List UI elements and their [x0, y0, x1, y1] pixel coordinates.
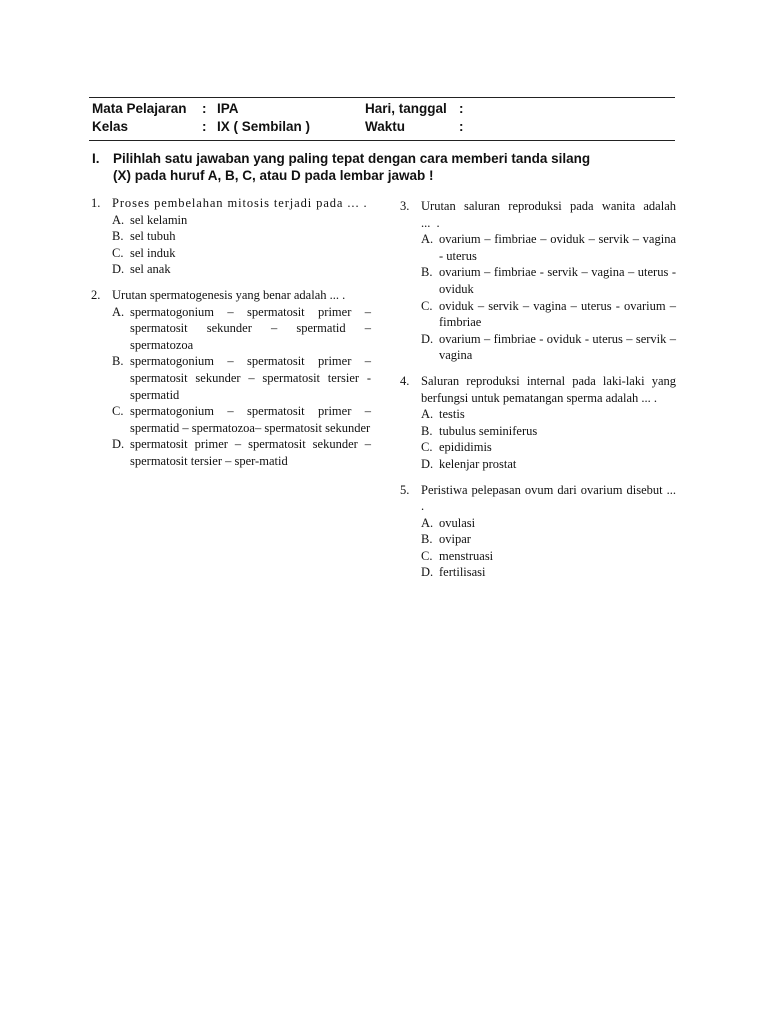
option-text: spermatogonium – spermatosit primer – spermatosit sekunder – spermatid – spermatozoa: [130, 304, 371, 352]
exam-header: [89, 97, 675, 141]
subject-colon: :: [202, 101, 207, 116]
option-c[interactable]: [421, 548, 676, 565]
option-text: ovarium – fimbriae – oviduk – servik – vagina - uterus: [439, 232, 676, 263]
option-letter: B.: [421, 532, 433, 547]
option-letter: A.: [421, 515, 434, 530]
option-letter: C.: [421, 440, 433, 455]
option-text: testis: [439, 407, 465, 422]
question-number: 5.: [400, 482, 410, 497]
option-a[interactable]: [112, 304, 371, 354]
option-letter: A.: [421, 407, 434, 422]
question-number: 3.: [400, 199, 410, 213]
option-letter: A.: [112, 304, 125, 319]
option-d[interactable]: [421, 564, 676, 581]
subject-label: Mata Pelajaran: [92, 101, 187, 116]
question-2: [89, 287, 371, 470]
option-letter: D.: [421, 331, 434, 346]
date-colon: :: [459, 101, 464, 116]
option-d[interactable]: [112, 261, 371, 278]
option-b[interactable]: [421, 264, 676, 297]
option-b[interactable]: [112, 353, 371, 403]
option-list: [421, 231, 676, 364]
option-b[interactable]: [421, 531, 676, 548]
option-list: [421, 515, 676, 581]
option-text: sel tubuh: [130, 229, 176, 244]
time-label: Waktu: [365, 119, 405, 134]
option-list: [112, 304, 371, 470]
class-colon: :: [202, 119, 207, 134]
option-letter: B.: [112, 229, 124, 244]
option-text: spermatosit primer – spermatosit sekunder – spermatosit tersier – sper-matid: [130, 437, 371, 468]
option-text: ovulasi: [439, 515, 476, 530]
option-b[interactable]: [421, 423, 676, 440]
option-text: epididimis: [439, 440, 492, 455]
option-text: sel anak: [130, 262, 171, 277]
option-text: menstruasi: [439, 548, 494, 563]
question-text: Peristiwa pelepasan ovum dari ovarium disebut ... .: [421, 482, 676, 514]
option-text: ovipar: [439, 532, 471, 547]
question-1: [89, 195, 371, 278]
question-number: 2.: [91, 287, 101, 302]
option-letter: C.: [421, 298, 433, 313]
option-text: sel kelamin: [130, 212, 188, 227]
header-row-class: [89, 119, 675, 137]
option-letter: B.: [112, 354, 124, 369]
option-text: oviduk – servik – vagina – uterus - ovarium – fimbriae: [439, 298, 676, 330]
option-c[interactable]: [112, 245, 371, 262]
date-label: Hari, tanggal: [365, 101, 447, 116]
question-number: 1.: [91, 196, 101, 210]
question-number: 4.: [400, 373, 410, 388]
question-4: [398, 373, 676, 473]
right-column: [398, 198, 676, 587]
question-text: Urutan saluran reproduksi pada wanita adalah ... .: [421, 199, 676, 230]
option-letter: D.: [421, 456, 434, 471]
option-a[interactable]: [421, 406, 676, 423]
instruction-text: [113, 151, 648, 184]
option-d[interactable]: [112, 436, 371, 469]
class-value: IX ( Sembilan ): [217, 119, 311, 134]
option-text: fertilisasi: [439, 565, 486, 580]
subject-value: IPA: [217, 101, 239, 116]
option-text: kelenjar prostat: [439, 456, 517, 471]
option-letter: B.: [421, 423, 433, 438]
option-a[interactable]: [421, 231, 676, 264]
option-c[interactable]: [421, 298, 676, 331]
option-letter: D.: [421, 565, 434, 580]
header-row-subject: [89, 101, 675, 119]
option-letter: D.: [112, 262, 125, 277]
option-a[interactable]: [112, 212, 371, 229]
option-text: spermatogonium – spermatosit primer – spermatid – spermatozoa– spermatosit sekunder: [130, 404, 371, 435]
question-text: Urutan spermatogenesis yang benar adalah ... .: [112, 287, 346, 302]
class-label: Kelas: [92, 119, 129, 134]
option-b[interactable]: [112, 228, 371, 245]
question-3: [398, 198, 676, 364]
option-list: [421, 406, 676, 472]
option-letter: A.: [112, 212, 125, 227]
question-text: Saluran reproduksi internal pada laki-laki yang berfungsi untuk pematangan sperma adalah ... .: [421, 373, 676, 405]
option-text: tubulus seminiferus: [439, 423, 538, 438]
instruction-line: (X) pada huruf A, B, C, atau D pada lembar jawab !: [113, 167, 434, 183]
option-letter: B.: [421, 265, 433, 280]
option-list: [112, 212, 371, 278]
left-column: [89, 195, 371, 476]
option-a[interactable]: [421, 515, 676, 532]
option-text: sel induk: [130, 245, 176, 260]
question-5: [398, 482, 676, 582]
question-text: Proses pembelahan mitosis terjadi pada ... .: [112, 196, 368, 210]
instruction-number: I.: [92, 151, 100, 166]
option-d[interactable]: [421, 331, 676, 364]
option-letter: C.: [421, 548, 433, 563]
time-colon: :: [459, 119, 464, 134]
option-c[interactable]: [112, 403, 371, 436]
option-c[interactable]: [421, 439, 676, 456]
option-text: ovarium – fimbriae - servik – vagina – uterus - oviduk: [439, 265, 676, 296]
option-letter: C.: [112, 245, 124, 260]
instruction-line: Pilihlah satu jawaban yang paling tepat dengan cara memberi tanda silang: [113, 151, 591, 166]
option-d[interactable]: [421, 456, 676, 473]
option-letter: C.: [112, 404, 124, 419]
option-letter: A.: [421, 232, 434, 247]
option-text: spermatogonium – spermatosit primer – spermatosit sekunder – spermatosit tersier - spermatid: [130, 354, 371, 402]
option-text: ovarium – fimbriae - oviduk - uterus – servik – vagina: [439, 331, 676, 363]
option-letter: D.: [112, 437, 125, 452]
